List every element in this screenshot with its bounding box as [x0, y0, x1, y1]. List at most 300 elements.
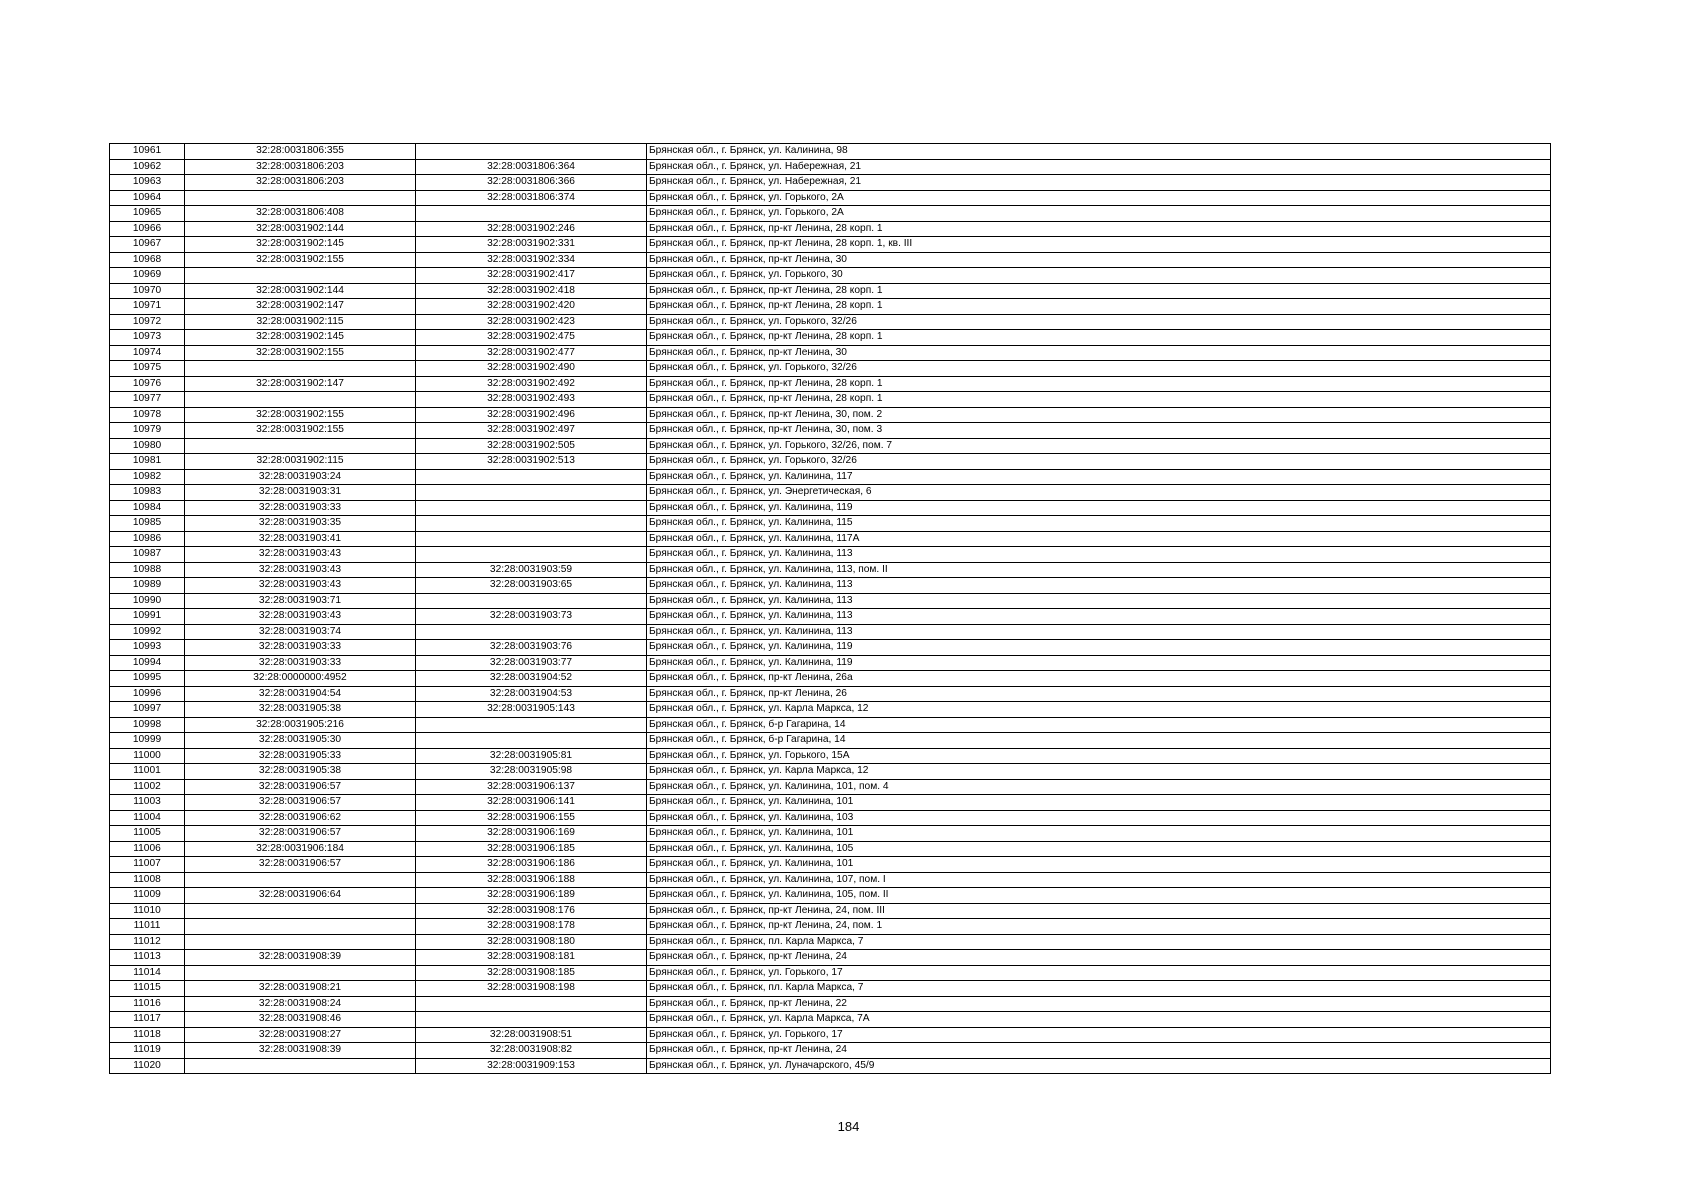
row-number-cell: 10973 — [110, 330, 185, 346]
row-number-cell: 11003 — [110, 795, 185, 811]
row-number-cell: 10966 — [110, 221, 185, 237]
table-row — [110, 299, 1551, 315]
table-row — [110, 330, 1551, 346]
row-number-cell: 10961 — [110, 144, 185, 160]
object-number-cell: 32:28:0031906:169 — [416, 826, 647, 842]
row-number-cell: 11015 — [110, 981, 185, 997]
cadastral-number-cell — [185, 934, 416, 950]
object-number-cell: 32:28:0031903:76 — [416, 640, 647, 656]
object-number-cell: 32:28:0031904:52 — [416, 671, 647, 687]
row-number-cell: 10984 — [110, 500, 185, 516]
address-cell: Брянская обл., г. Брянск, пл. Карла Маркса, 7 — [647, 934, 1551, 950]
cadastral-number-cell: 32:28:0031806:203 — [185, 159, 416, 175]
object-number-cell: 32:28:0031908:181 — [416, 950, 647, 966]
cadastral-number-cell: 32:28:0031908:24 — [185, 996, 416, 1012]
table-row — [110, 702, 1551, 718]
cadastral-number-cell: 32:28:0031903:33 — [185, 500, 416, 516]
object-number-cell: 32:28:0031902:490 — [416, 361, 647, 377]
cadastral-number-cell: 32:28:0031902:115 — [185, 314, 416, 330]
table-row — [110, 1012, 1551, 1028]
table-row — [110, 1027, 1551, 1043]
cadastral-number-cell: 32:28:0031908:27 — [185, 1027, 416, 1043]
object-number-cell — [416, 531, 647, 547]
address-cell: Брянская обл., г. Брянск, ул. Калинина, 98 — [647, 144, 1551, 160]
address-cell: Брянская обл., г. Брянск, ул. Калинина, 113 — [647, 578, 1551, 594]
cadastral-number-cell: 32:28:0031903:24 — [185, 469, 416, 485]
registry-table-body — [110, 144, 1551, 1074]
object-number-cell — [416, 996, 647, 1012]
row-number-cell: 11018 — [110, 1027, 185, 1043]
table-row — [110, 578, 1551, 594]
address-cell: Брянская обл., г. Брянск, пр-кт Ленина, 28 корп. 1 — [647, 376, 1551, 392]
address-cell: Брянская обл., г. Брянск, ул. Калинина, 117А — [647, 531, 1551, 547]
cadastral-number-cell: 32:28:0031902:144 — [185, 221, 416, 237]
address-cell: Брянская обл., г. Брянск, ул. Калинина, 113 — [647, 609, 1551, 625]
row-number-cell: 10965 — [110, 206, 185, 222]
address-cell: Брянская обл., г. Брянск, ул. Калинина, 103 — [647, 810, 1551, 826]
cadastral-number-cell: 32:28:0031902:147 — [185, 376, 416, 392]
table-row — [110, 221, 1551, 237]
address-cell: Брянская обл., г. Брянск, пр-кт Ленина, 28 корп. 1 — [647, 392, 1551, 408]
object-number-cell — [416, 516, 647, 532]
object-number-cell: 32:28:0031909:153 — [416, 1058, 647, 1074]
table-row — [110, 996, 1551, 1012]
row-number-cell: 10982 — [110, 469, 185, 485]
address-cell: Брянская обл., г. Брянск, ул. Калинина, 113 — [647, 547, 1551, 563]
cadastral-number-cell: 32:28:0031906:57 — [185, 779, 416, 795]
address-cell: Брянская обл., г. Брянск, ул. Карла Маркса, 12 — [647, 764, 1551, 780]
cadastral-number-cell: 32:28:0031906:184 — [185, 841, 416, 857]
object-number-cell: 32:28:0031902:417 — [416, 268, 647, 284]
cadastral-number-cell: 32:28:0000000:4952 — [185, 671, 416, 687]
address-cell: Брянская обл., г. Брянск, ул. Горького, 32/26, пом. 7 — [647, 438, 1551, 454]
row-number-cell: 10972 — [110, 314, 185, 330]
table-row — [110, 144, 1551, 160]
cadastral-number-cell: 32:28:0031903:43 — [185, 562, 416, 578]
address-cell: Брянская обл., г. Брянск, пр-кт Ленина, 28 корп. 1 — [647, 283, 1551, 299]
row-number-cell: 10997 — [110, 702, 185, 718]
object-number-cell: 32:28:0031806:374 — [416, 190, 647, 206]
table-row — [110, 237, 1551, 253]
table-row — [110, 345, 1551, 361]
object-number-cell: 32:28:0031906:188 — [416, 872, 647, 888]
cadastral-number-cell — [185, 1058, 416, 1074]
address-cell: Брянская обл., г. Брянск, ул. Калинина, 115 — [647, 516, 1551, 532]
address-cell: Брянская обл., г. Брянск, пр-кт Ленина, 28 корп. 1 — [647, 299, 1551, 315]
object-number-cell: 32:28:0031908:51 — [416, 1027, 647, 1043]
row-number-cell: 11008 — [110, 872, 185, 888]
cadastral-number-cell: 32:28:0031906:62 — [185, 810, 416, 826]
cadastral-number-cell — [185, 903, 416, 919]
table-row — [110, 810, 1551, 826]
row-number-cell: 10986 — [110, 531, 185, 547]
object-number-cell: 32:28:0031904:53 — [416, 686, 647, 702]
cadastral-number-cell: 32:28:0031905:38 — [185, 764, 416, 780]
cadastral-number-cell: 32:28:0031903:43 — [185, 578, 416, 594]
cadastral-number-cell: 32:28:0031905:38 — [185, 702, 416, 718]
cadastral-number-cell — [185, 268, 416, 284]
cadastral-number-cell: 32:28:0031905:33 — [185, 748, 416, 764]
table-row — [110, 919, 1551, 935]
cadastral-number-cell: 32:28:0031906:57 — [185, 795, 416, 811]
object-number-cell: 32:28:0031908:198 — [416, 981, 647, 997]
table-row — [110, 516, 1551, 532]
object-number-cell: 32:28:0031905:81 — [416, 748, 647, 764]
address-cell: Брянская обл., г. Брянск, ул. Горького, 2А — [647, 190, 1551, 206]
row-number-cell: 10987 — [110, 547, 185, 563]
address-cell: Брянская обл., г. Брянск, ул. Горького, 32/26 — [647, 361, 1551, 377]
row-number-cell: 10967 — [110, 237, 185, 253]
table-row — [110, 252, 1551, 268]
cadastral-number-cell — [185, 919, 416, 935]
address-cell: Брянская обл., г. Брянск, ул. Карла Маркса, 7А — [647, 1012, 1551, 1028]
row-number-cell: 10978 — [110, 407, 185, 423]
cadastral-number-cell: 32:28:0031906:57 — [185, 826, 416, 842]
row-number-cell: 10995 — [110, 671, 185, 687]
cadastral-number-cell — [185, 965, 416, 981]
table-row — [110, 826, 1551, 842]
row-number-cell: 11010 — [110, 903, 185, 919]
cadastral-number-cell: 32:28:0031903:41 — [185, 531, 416, 547]
object-number-cell — [416, 717, 647, 733]
cadastral-number-cell: 32:28:0031903:43 — [185, 609, 416, 625]
cadastral-number-cell: 32:28:0031903:43 — [185, 547, 416, 563]
object-number-cell: 32:28:0031902:497 — [416, 423, 647, 439]
table-row — [110, 671, 1551, 687]
row-number-cell: 11017 — [110, 1012, 185, 1028]
object-number-cell — [416, 547, 647, 563]
address-cell: Брянская обл., г. Брянск, пр-кт Ленина, 28 корп. 1 — [647, 330, 1551, 346]
row-number-cell: 11014 — [110, 965, 185, 981]
address-cell: Брянская обл., г. Брянск, пр-кт Ленина, 24 — [647, 950, 1551, 966]
row-number-cell: 11002 — [110, 779, 185, 795]
cadastral-number-cell: 32:28:0031905:30 — [185, 733, 416, 749]
address-cell: Брянская обл., г. Брянск, ул. Калинина, 113 — [647, 624, 1551, 640]
row-number-cell: 11000 — [110, 748, 185, 764]
row-number-cell: 11012 — [110, 934, 185, 950]
cadastral-number-cell: 32:28:0031806:408 — [185, 206, 416, 222]
object-number-cell: 32:28:0031902:246 — [416, 221, 647, 237]
row-number-cell: 11005 — [110, 826, 185, 842]
address-cell: Брянская обл., г. Брянск, ул. Набережная, 21 — [647, 175, 1551, 191]
row-number-cell: 11013 — [110, 950, 185, 966]
address-cell: Брянская обл., г. Брянск, ул. Калинина, 113 — [647, 593, 1551, 609]
object-number-cell: 32:28:0031806:366 — [416, 175, 647, 191]
object-number-cell: 32:28:0031902:331 — [416, 237, 647, 253]
cadastral-number-cell: 32:28:0031908:21 — [185, 981, 416, 997]
row-number-cell: 10962 — [110, 159, 185, 175]
cadastral-number-cell: 32:28:0031905:216 — [185, 717, 416, 733]
table-row — [110, 159, 1551, 175]
cadastral-number-cell — [185, 392, 416, 408]
table-row — [110, 764, 1551, 780]
address-cell: Брянская обл., г. Брянск, ул. Калинина, 101, пом. 4 — [647, 779, 1551, 795]
table-row — [110, 469, 1551, 485]
object-number-cell — [416, 1012, 647, 1028]
object-number-cell: 32:28:0031902:420 — [416, 299, 647, 315]
object-number-cell: 32:28:0031903:65 — [416, 578, 647, 594]
table-row — [110, 795, 1551, 811]
cadastral-number-cell — [185, 190, 416, 206]
object-number-cell: 32:28:0031902:496 — [416, 407, 647, 423]
table-row — [110, 981, 1551, 997]
object-number-cell: 32:28:0031902:475 — [416, 330, 647, 346]
row-number-cell: 11011 — [110, 919, 185, 935]
table-row — [110, 872, 1551, 888]
table-row — [110, 841, 1551, 857]
address-cell: Брянская обл., г. Брянск, ул. Горького, 32/26 — [647, 314, 1551, 330]
object-number-cell — [416, 500, 647, 516]
object-number-cell: 32:28:0031906:155 — [416, 810, 647, 826]
address-cell: Брянская обл., г. Брянск, ул. Горького, 30 — [647, 268, 1551, 284]
cadastral-number-cell: 32:28:0031902:155 — [185, 407, 416, 423]
row-number-cell: 10964 — [110, 190, 185, 206]
cadastral-number-cell: 32:28:0031903:74 — [185, 624, 416, 640]
table-row — [110, 779, 1551, 795]
object-number-cell: 32:28:0031906:186 — [416, 857, 647, 873]
table-row — [110, 283, 1551, 299]
row-number-cell: 10977 — [110, 392, 185, 408]
object-number-cell: 32:28:0031806:364 — [416, 159, 647, 175]
object-number-cell — [416, 206, 647, 222]
address-cell: Брянская обл., г. Брянск, пр-кт Ленина, 30, пом. 2 — [647, 407, 1551, 423]
cadastral-number-cell: 32:28:0031906:57 — [185, 857, 416, 873]
address-cell: Брянская обл., г. Брянск, ул. Луначарского, 45/9 — [647, 1058, 1551, 1074]
table-row — [110, 903, 1551, 919]
address-cell: Брянская обл., г. Брянск, б-р Гагарина, 14 — [647, 717, 1551, 733]
address-cell: Брянская обл., г. Брянск, пр-кт Ленина, 28 корп. 1 — [647, 221, 1551, 237]
table-row — [110, 485, 1551, 501]
table-row — [110, 268, 1551, 284]
object-number-cell: 32:28:0031908:178 — [416, 919, 647, 935]
row-number-cell: 11009 — [110, 888, 185, 904]
address-cell: Брянская обл., г. Брянск, ул. Калинина, 101 — [647, 795, 1551, 811]
object-number-cell: 32:28:0031906:137 — [416, 779, 647, 795]
address-cell: Брянская обл., г. Брянск, пр-кт Ленина, 30 — [647, 345, 1551, 361]
address-cell: Брянская обл., г. Брянск, пр-кт Ленина, 28 корп. 1, кв. III — [647, 237, 1551, 253]
object-number-cell: 32:28:0031905:98 — [416, 764, 647, 780]
table-row — [110, 531, 1551, 547]
address-cell: Брянская обл., г. Брянск, ул. Калинина, 105, пом. II — [647, 888, 1551, 904]
table-row — [110, 438, 1551, 454]
cadastral-number-cell: 32:28:0031906:64 — [185, 888, 416, 904]
table-row — [110, 361, 1551, 377]
cadastral-number-cell: 32:28:0031908:46 — [185, 1012, 416, 1028]
cadastral-number-cell: 32:28:0031806:355 — [185, 144, 416, 160]
address-cell: Брянская обл., г. Брянск, пр-кт Ленина, 24 — [647, 1043, 1551, 1059]
object-number-cell: 32:28:0031902:505 — [416, 438, 647, 454]
row-number-cell: 10979 — [110, 423, 185, 439]
object-number-cell: 32:28:0031902:513 — [416, 454, 647, 470]
row-number-cell: 10988 — [110, 562, 185, 578]
row-number-cell: 11019 — [110, 1043, 185, 1059]
cadastral-number-cell: 32:28:0031903:33 — [185, 640, 416, 656]
address-cell: Брянская обл., г. Брянск, ул. Калинина, 101 — [647, 857, 1551, 873]
object-number-cell: 32:28:0031902:423 — [416, 314, 647, 330]
cadastral-number-cell: 32:28:0031806:203 — [185, 175, 416, 191]
table-row — [110, 454, 1551, 470]
cadastral-number-cell: 32:28:0031902:145 — [185, 330, 416, 346]
cadastral-number-cell: 32:28:0031902:144 — [185, 283, 416, 299]
row-number-cell: 10998 — [110, 717, 185, 733]
row-number-cell: 10975 — [110, 361, 185, 377]
table-row — [110, 655, 1551, 671]
row-number-cell: 10981 — [110, 454, 185, 470]
table-row — [110, 500, 1551, 516]
row-number-cell: 10968 — [110, 252, 185, 268]
address-cell: Брянская обл., г. Брянск, ул. Калинина, 119 — [647, 500, 1551, 516]
row-number-cell: 10994 — [110, 655, 185, 671]
row-number-cell: 10970 — [110, 283, 185, 299]
row-number-cell: 10993 — [110, 640, 185, 656]
cadastral-number-cell: 32:28:0031902:147 — [185, 299, 416, 315]
row-number-cell: 10983 — [110, 485, 185, 501]
row-number-cell: 10985 — [110, 516, 185, 532]
row-number-cell: 11006 — [110, 841, 185, 857]
table-row — [110, 733, 1551, 749]
row-number-cell: 11001 — [110, 764, 185, 780]
table-row — [110, 423, 1551, 439]
cadastral-number-cell: 32:28:0031904:54 — [185, 686, 416, 702]
address-cell: Брянская обл., г. Брянск, ул. Карла Маркса, 12 — [647, 702, 1551, 718]
cadastral-number-cell: 32:28:0031903:35 — [185, 516, 416, 532]
row-number-cell: 10969 — [110, 268, 185, 284]
row-number-cell: 11016 — [110, 996, 185, 1012]
address-cell: Брянская обл., г. Брянск, пр-кт Ленина, 24, пом. III — [647, 903, 1551, 919]
object-number-cell: 32:28:0031902:493 — [416, 392, 647, 408]
cadastral-number-cell: 32:28:0031908:39 — [185, 1043, 416, 1059]
table-row — [110, 562, 1551, 578]
cadastral-number-cell: 32:28:0031902:145 — [185, 237, 416, 253]
table-row — [110, 686, 1551, 702]
page-number: 184 — [837, 1119, 860, 1134]
registry-table — [109, 143, 1551, 1074]
table-row — [110, 547, 1551, 563]
object-number-cell — [416, 485, 647, 501]
table-row — [110, 1043, 1551, 1059]
row-number-cell: 10991 — [110, 609, 185, 625]
address-cell: Брянская обл., г. Брянск, ул. Калинина, 119 — [647, 655, 1551, 671]
object-number-cell: 32:28:0031903:77 — [416, 655, 647, 671]
table-row — [110, 965, 1551, 981]
table-row — [110, 206, 1551, 222]
table-row — [110, 376, 1551, 392]
row-number-cell: 11020 — [110, 1058, 185, 1074]
row-number-cell: 10989 — [110, 578, 185, 594]
object-number-cell: 32:28:0031902:477 — [416, 345, 647, 361]
table-row — [110, 888, 1551, 904]
address-cell: Брянская обл., г. Брянск, пр-кт Ленина, 26 — [647, 686, 1551, 702]
object-number-cell: 32:28:0031906:141 — [416, 795, 647, 811]
address-cell: Брянская обл., г. Брянск, пр-кт Ленина, 26а — [647, 671, 1551, 687]
table-row — [110, 593, 1551, 609]
table-row — [110, 640, 1551, 656]
object-number-cell: 32:28:0031903:59 — [416, 562, 647, 578]
row-number-cell: 10996 — [110, 686, 185, 702]
table-row — [110, 857, 1551, 873]
object-number-cell — [416, 469, 647, 485]
table-row — [110, 1058, 1551, 1074]
address-cell: Брянская обл., г. Брянск, ул. Горького, 32/26 — [647, 454, 1551, 470]
cadastral-number-cell: 32:28:0031903:31 — [185, 485, 416, 501]
address-cell: Брянская обл., г. Брянск, ул. Калинина, 119 — [647, 640, 1551, 656]
object-number-cell — [416, 624, 647, 640]
object-number-cell: 32:28:0031906:185 — [416, 841, 647, 857]
cadastral-number-cell: 32:28:0031902:155 — [185, 252, 416, 268]
address-cell: Брянская обл., г. Брянск, ул. Набережная, 21 — [647, 159, 1551, 175]
address-cell: Брянская обл., г. Брянск, пр-кт Ленина, 30, пом. 3 — [647, 423, 1551, 439]
table-row — [110, 314, 1551, 330]
row-number-cell: 10999 — [110, 733, 185, 749]
cadastral-number-cell — [185, 872, 416, 888]
table-row — [110, 407, 1551, 423]
cadastral-number-cell — [185, 438, 416, 454]
address-cell: Брянская обл., г. Брянск, пр-кт Ленина, 30 — [647, 252, 1551, 268]
object-number-cell: 32:28:0031908:180 — [416, 934, 647, 950]
table-row — [110, 624, 1551, 640]
object-number-cell: 32:28:0031902:418 — [416, 283, 647, 299]
table-row — [110, 175, 1551, 191]
row-number-cell: 11004 — [110, 810, 185, 826]
address-cell: Брянская обл., г. Брянск, ул. Горького, 15А — [647, 748, 1551, 764]
object-number-cell — [416, 733, 647, 749]
object-number-cell: 32:28:0031906:189 — [416, 888, 647, 904]
address-cell: Брянская обл., г. Брянск, ул. Калинина, 117 — [647, 469, 1551, 485]
object-number-cell: 32:28:0031905:143 — [416, 702, 647, 718]
cadastral-number-cell: 32:28:0031902:115 — [185, 454, 416, 470]
object-number-cell: 32:28:0031908:82 — [416, 1043, 647, 1059]
address-cell: Брянская обл., г. Брянск, ул. Калинина, 101 — [647, 826, 1551, 842]
address-cell: Брянская обл., г. Брянск, пр-кт Ленина, 24, пом. 1 — [647, 919, 1551, 935]
object-number-cell — [416, 144, 647, 160]
cadastral-number-cell: 32:28:0031903:71 — [185, 593, 416, 609]
cadastral-number-cell: 32:28:0031902:155 — [185, 345, 416, 361]
object-number-cell: 32:28:0031902:334 — [416, 252, 647, 268]
cadastral-number-cell — [185, 361, 416, 377]
object-number-cell: 32:28:0031903:73 — [416, 609, 647, 625]
table-row — [110, 392, 1551, 408]
row-number-cell: 10992 — [110, 624, 185, 640]
object-number-cell: 32:28:0031902:492 — [416, 376, 647, 392]
row-number-cell: 10990 — [110, 593, 185, 609]
cadastral-number-cell: 32:28:0031903:33 — [185, 655, 416, 671]
row-number-cell: 10971 — [110, 299, 185, 315]
cadastral-number-cell: 32:28:0031902:155 — [185, 423, 416, 439]
address-cell: Брянская обл., г. Брянск, ул. Горького, 2А — [647, 206, 1551, 222]
row-number-cell: 10976 — [110, 376, 185, 392]
table-row — [110, 609, 1551, 625]
table-row — [110, 950, 1551, 966]
cadastral-number-cell: 32:28:0031908:39 — [185, 950, 416, 966]
address-cell: Брянская обл., г. Брянск, ул. Калинина, 113, пом. II — [647, 562, 1551, 578]
address-cell: Брянская обл., г. Брянск, пр-кт Ленина, 22 — [647, 996, 1551, 1012]
row-number-cell: 11007 — [110, 857, 185, 873]
address-cell: Брянская обл., г. Брянск, ул. Энергетическая, 6 — [647, 485, 1551, 501]
row-number-cell: 10963 — [110, 175, 185, 191]
object-number-cell: 32:28:0031908:185 — [416, 965, 647, 981]
address-cell: Брянская обл., г. Брянск, ул. Калинина, 105 — [647, 841, 1551, 857]
address-cell: Брянская обл., г. Брянск, пл. Карла Маркса, 7 — [647, 981, 1551, 997]
table-row — [110, 934, 1551, 950]
address-cell: Брянская обл., г. Брянск, ул. Горького, 17 — [647, 1027, 1551, 1043]
address-cell: Брянская обл., г. Брянск, ул. Горького, 17 — [647, 965, 1551, 981]
object-number-cell: 32:28:0031908:176 — [416, 903, 647, 919]
row-number-cell: 10974 — [110, 345, 185, 361]
row-number-cell: 10980 — [110, 438, 185, 454]
table-row — [110, 748, 1551, 764]
object-number-cell — [416, 593, 647, 609]
table-row — [110, 717, 1551, 733]
